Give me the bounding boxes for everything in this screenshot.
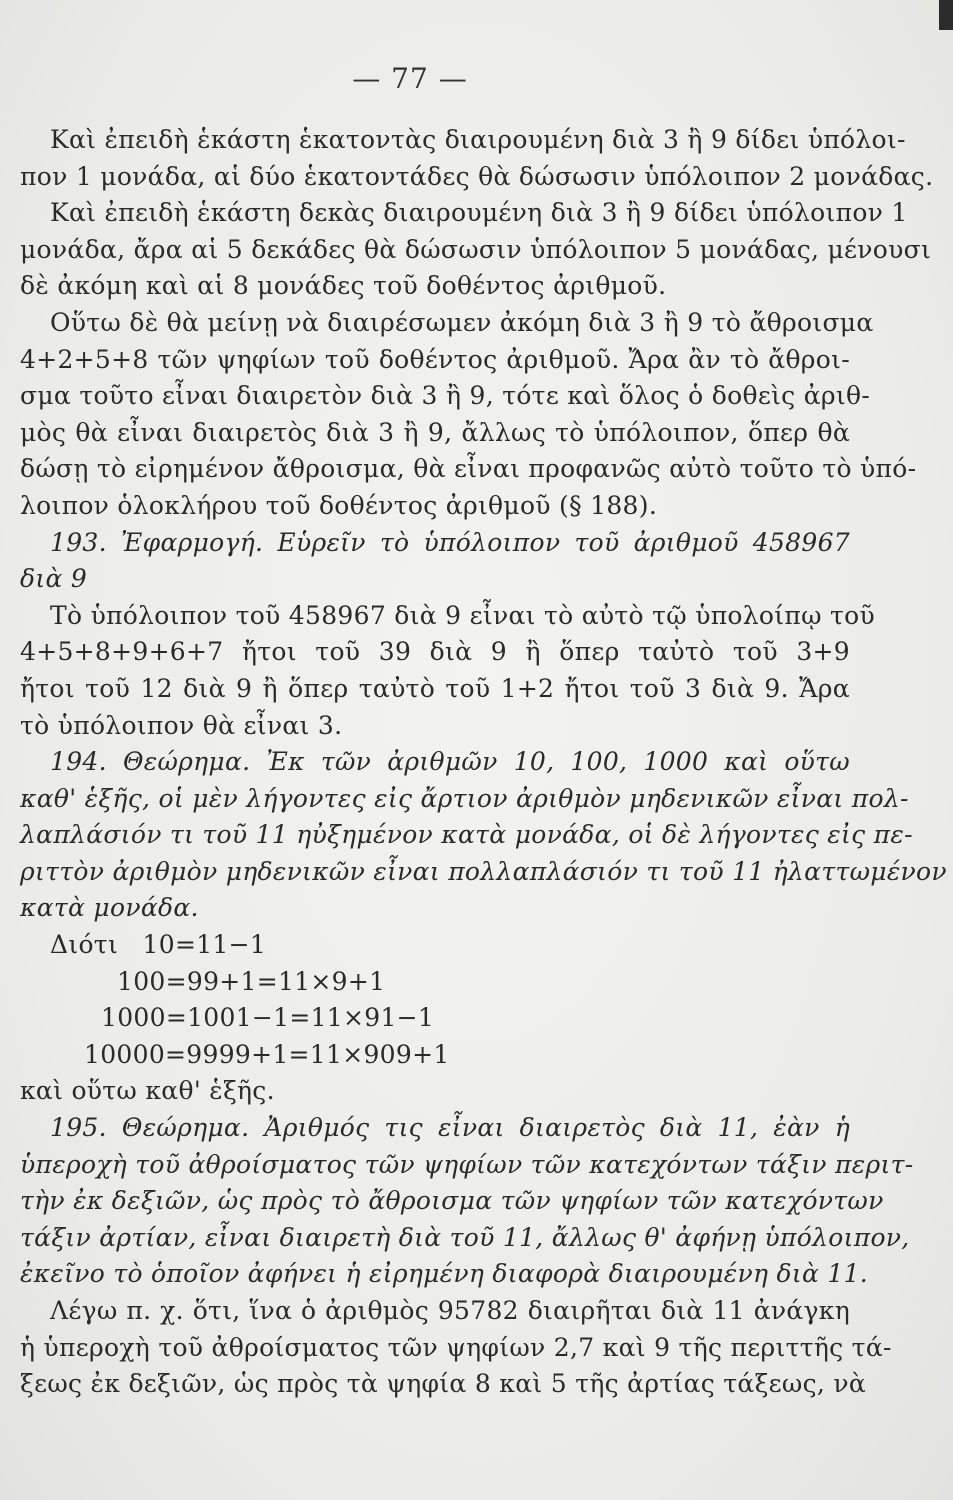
text-line: κατὰ μονάδα. [20, 893, 199, 923]
text-line: ἡ ὑπεροχὴ τοῦ ἀθροίσματος τῶν ψηφίων 2,7 καὶ 9 τῆς περιττῆς τά- [20, 1332, 892, 1362]
text-line: 194. Θεώρημα. Ἐκ τῶν ἀριθμῶν 10, 100, 1000 καὶ οὕτω [50, 747, 850, 777]
text-line: ἐκεῖνο τὸ ὁποῖον ἀφήνει ἡ εἰρημένη διαφορὰ διαιρουμένη διὰ 11. [20, 1259, 869, 1289]
text-line: καθ' ἑξῆς, οἱ μὲν λήγοντες εἰς ἄρτιον ἀριθμὸν μηδενικῶν εἶναι πολ- [20, 783, 909, 813]
paragraph-divisibility-proof [20, 122, 934, 305]
text-line: μονάδα, ἄρα αἱ 5 δεκάδες θὰ δώσωσιν ὑπόλοιπον 5 μονάδας, μένουσι [20, 234, 932, 264]
section-193-heading [20, 525, 850, 598]
equation: 10000=9999+1=11×909+1 [84, 1039, 450, 1069]
text-line: Καὶ ἐπειδὴ ἑκάστη δεκὰς διαιρουμένη διὰ 3 ἢ 9 δίδει ὑπόλοιπον 1 [50, 198, 908, 228]
section-195-theorem [20, 1110, 914, 1293]
page-edge-shadow [939, 0, 953, 30]
text-line: ριττὸν ἀριθμὸν μηδενικῶν εἶναι πολλαπλάσιόν τι τοῦ 11 ἠλαττωμένον [20, 856, 947, 886]
text-line: τὸ ὑπόλοιπον θὰ εἶναι 3. [20, 710, 343, 740]
section-194-theorem [20, 744, 947, 927]
text-line: ξεως ἐκ δεξιῶν, ὡς πρὸς τὰ ψηφία 8 καὶ 5 τῆς ἀρτίας τάξεως, νὰ [20, 1369, 867, 1399]
text-line: 193. Ἐφαρμογή. Εὑρεῖν τὸ ὑπόλοιπον τοῦ ἀριθμοῦ 458967 [50, 527, 850, 557]
text-line: τὴν ἐκ δεξιῶν, ὡς πρὸς τὸ ἄθροισμα τῶν ψηφίων τῶν κατεχόντων [20, 1186, 884, 1216]
text-line: 4+2+5+8 τῶν ψηφίων τοῦ δοθέντος ἀριθμοῦ. Ἄρα ἂν τὸ ἄθροι- [20, 344, 850, 374]
text-line: λαπλάσιόν τι τοῦ 11 ηὐξημένον κατὰ μονάδα, οἱ δὲ λήγοντες εἰς πε- [20, 820, 913, 850]
text-line: δώσῃ τὸ εἰρημένον ἄθροισμα, θὰ εἶναι προφανῶς αὐτὸ τοῦτο τὸ ὑπό- [20, 454, 917, 484]
text-line: Λέγω π. χ. ὅτι, ἵνα ὁ ἀριθμὸς 95782 διαιρῆται διὰ 11 ἀνάγκη [50, 1296, 850, 1325]
text-line: Τὸ ὑπόλοιπον τοῦ 458967 διὰ 9 εἶναι τὸ αὐτὸ τῷ ὑπολοίπῳ τοῦ [50, 600, 876, 630]
paragraph-digit-sum [20, 305, 917, 525]
equation-line [20, 927, 850, 964]
text-line: διὰ 9 [20, 564, 88, 594]
text-line: σμα τοῦτο εἶναι διαιρετὸν διὰ 3 ἢ 9, τότε καὶ ὅλος ὁ δοθεὶς ἀριθ- [20, 381, 871, 411]
equations-block [20, 927, 850, 1110]
text-line: μὸς θὰ εἶναι διαιρετὸς διὰ 3 ἢ 9, ἄλλως τὸ ὑπόλοιπον, ὅπερ θὰ [20, 417, 850, 447]
text-line: ὑπεροχὴ τοῦ ἀθροίσματος τῶν ψηφίων τῶν κατεχόντων τάξιν περιτ- [20, 1149, 914, 1179]
text-line: δὲ ἀκόμη καὶ αἱ 8 μονάδες τοῦ δοθέντος ἀριθμοῦ. [20, 271, 667, 301]
page-body [20, 122, 947, 1403]
equation-line [20, 1037, 850, 1074]
page-number: — 77 — [352, 62, 468, 95]
equation-intro: Διότι [50, 930, 119, 960]
equation: 10=11−1 [142, 930, 267, 960]
equation: 1000=1001−1=11×91−1 [101, 1003, 435, 1033]
equation-outro: καὶ οὕτω καθ' ἑξῆς. [20, 1076, 275, 1106]
text-line: Οὕτω δὲ θὰ μείνῃ νὰ διαιρέσωμεν ἀκόμη διὰ 3 ἢ 9 τὸ ἄθροισμα [50, 307, 874, 337]
paragraph-example-11 [20, 1293, 892, 1403]
text-line: τάξιν ἀρτίαν, εἶναι διαιρετὴ διὰ τοῦ 11, ἄλλως θ' ἀφήνῃ ὑπόλοιπον, [20, 1222, 910, 1252]
equation-line [20, 964, 850, 1001]
paragraph-example-remainder [20, 598, 876, 744]
text-line: 4+5+8+9+6+7 ἤτοι τοῦ 39 διὰ 9 ἢ ὅπερ ταὐτὸ τοῦ 3+9 [20, 637, 850, 667]
text-line: Καὶ ἐπειδὴ ἑκάστη ἑκατοντὰς διαιρουμένη διὰ 3 ἢ 9 δίδει ὑπόλοι- [50, 125, 906, 154]
equation-line [20, 1000, 850, 1037]
equation: 100=99+1=11×9+1 [117, 966, 386, 996]
text-line: πον 1 μονάδα, αἱ δύο ἑκατοντάδες θὰ δώσωσιν ὑπόλοιπον 2 μονάδας. [20, 161, 934, 191]
text-line: ἤτοι τοῦ 12 διὰ 9 ἢ ὅπερ ταὐτὸ τοῦ 1+2 ἤτοι τοῦ 3 διὰ 9. Ἄρα [20, 673, 850, 703]
text-line: λοιπον ὁλοκλήρου τοῦ δοθέντος ἀριθμοῦ (§ 188). [20, 490, 658, 520]
text-line: 195. Θεώρημα. Ἀριθμός τις εἶναι διαιρετὸς διὰ 11, ἐὰν ἡ [50, 1113, 850, 1143]
